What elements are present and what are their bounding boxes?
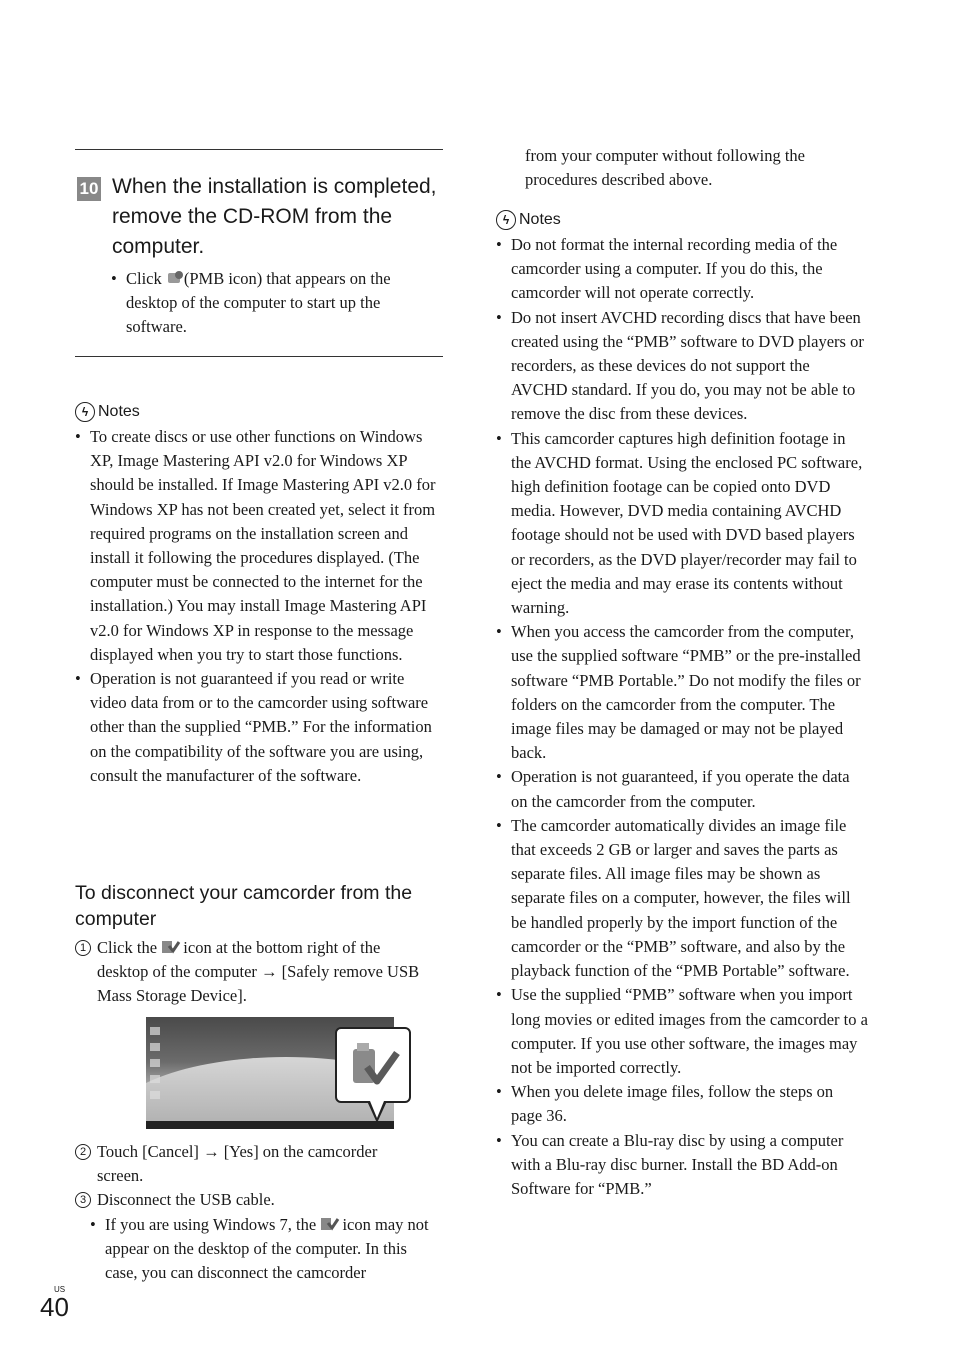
list-item: • Use the supplied “PMB” software when you import long movies or edited images from the camcorder to a computer. If you use other software, the images may not be imported correctly. [496,983,868,1080]
pmb-icon [166,269,184,287]
left-notes [75,425,445,788]
list-item: • Do not insert AVCHD recording discs that have been created using the “PMB” software to DVD players or recorders, as these devices do not support the AVCHD standard. If you do, you may not be able to remove the disc from these devices. [496,306,868,427]
notes-heading-left: ϟ Notes [75,402,140,422]
disconnect-step-3: 3 Disconnect the USB cable. [75,1188,445,1214]
list-item: • Operation is not guaranteed, if you operate the data on the camcorder from the computer. [496,765,868,813]
list-item: • This camcorder captures high definition footage in the AVCHD format. Using the enclosed PC software, high definition footage can be copied onto DVD media. However, DVD media containing AVCHD footage should not be used with DVD based players or recorders, as the DVD player/recorder may fail to eject the media and may erase its contents without warning. [496,427,868,621]
list-item: • Do not format the internal recording media of the camcorder using a computer. If you do this, the camcorder will not operate correctly. [496,233,868,306]
step-title: When the installation is completed, remove the CD-ROM from the computer. [112,175,437,258]
icon-callout [335,1027,411,1103]
disconnect-heading: To disconnect your camcorder from the computer [75,882,413,930]
list-item: • The camcorder automatically divides an image file that exceeds 2 GB or larger and saves the parts as separate files. All image files may be shown as separate files on a computer, however, the files will be handled properly by the import function of the camcorder or the “PMB” software, and also by the playback function of the “PMB Portable” software. [496,814,868,983]
page-number: 40 [40,1292,69,1322]
list-item: • To create discs or use other functions on Windows XP, Image Mastering API v2.0 for Windows XP should be installed. If Image Mastering API v2.0 for Windows XP has not been created yet, select it from required programs on the installation screen and install it following the procedures displayed. (The computer must be connected to the internet for the installation.) You may install Image Mastering API v2.0 for Windows XP in response to the message displayed when you try to start those functions. [75,425,445,667]
step-10-bullet [111,267,431,340]
top-rule [75,149,443,150]
safely-remove-hardware-icon [337,1029,409,1101]
step-3-bullet [90,1213,442,1286]
bottom-rule [75,356,443,357]
list-item: • You can create a Blu-ray disc by using a computer with a Blu-ray disc burner. Install the BD Add-on Software for “PMB.” [496,1129,868,1202]
list-item: • Click (PMB icon) that appears on the desktop of the computer to start up the software. [111,267,431,340]
step-circle: 2 [75,1144,91,1160]
list-item: • When you delete image files, follow the steps on page 36. [496,1080,868,1128]
safely-remove-hardware-icon [320,1215,338,1233]
page-language: US [54,1285,66,1294]
taskbar [146,1121,394,1129]
list-item: • If you are using Windows 7, the icon may not appear on the desktop of the computer. In this case, you can disconnect the camcorder [90,1213,442,1286]
right-continuation: from your computer without following the procedures described above. [525,146,805,190]
disconnect-step-1: 1 Click the icon at the bottom right of the desktop of the computer → [Safely remove USB Mass Storage Device]. [75,936,445,1008]
step-circle: 3 [75,1192,91,1208]
safely-remove-hardware-icon [161,938,179,956]
right-notes [496,233,868,1201]
list-item: • When you access the camcorder from the computer, use the supplied software “PMB” or the pre-installed software “PMB Portable.” Do not modify the files or folders on the camcorder from the computer. The image files may be damaged or may not be played back. [496,620,868,765]
notes-heading-right: ϟ Notes [496,210,561,230]
list-item: • Operation is not guaranteed if you read or write video data from or to the camcorder using software other than the supplied “PMB.” For the information on the compatibility of the software you are using, consult the manufacturer of the software. [75,667,445,788]
notes-icon: ϟ [496,210,516,230]
step-number: 10 [77,177,101,201]
notes-icon: ϟ [75,402,95,422]
step-circle: 1 [75,940,91,956]
disconnect-step-2: 2 Touch [Cancel] → [Yes] on the camcorder screen. [75,1140,445,1190]
